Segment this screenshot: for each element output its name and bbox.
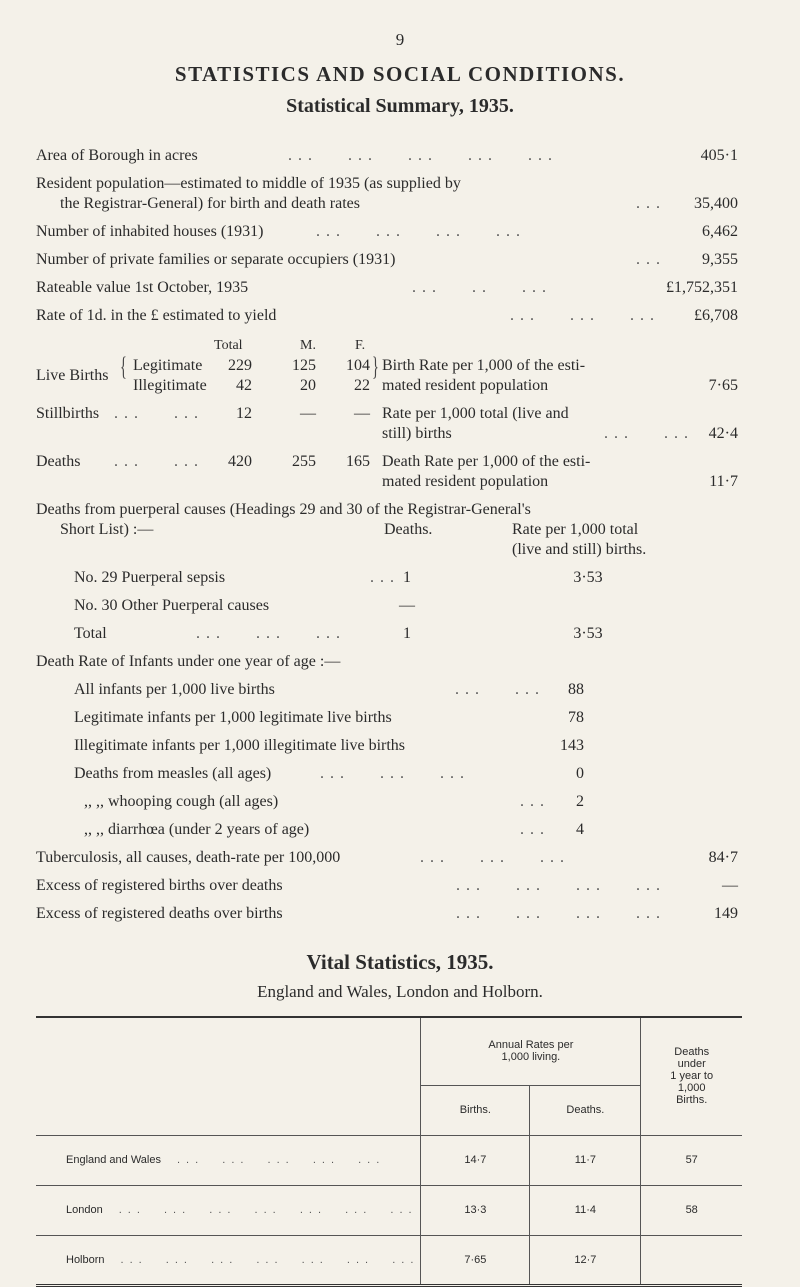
leader-dots: ... ... ... xyxy=(510,307,660,324)
penny-rate-value: £6,708 xyxy=(694,307,738,324)
header-empty-cell xyxy=(36,1017,421,1135)
population-line1: Resident population—estimated to middle of 1935 (as supplied by xyxy=(36,175,461,192)
area-label: Area of Borough in acres xyxy=(36,147,198,164)
page-number: 9 xyxy=(395,30,405,49)
puerperal-row-label: No. 30 Other Puerperal causes xyxy=(74,597,270,614)
row-area-label: Holborn xyxy=(66,1253,105,1266)
leader-dots: ... ... ... ... xyxy=(316,223,526,240)
table-row xyxy=(36,1135,742,1185)
excess-births-label: Excess of registered births over deaths xyxy=(36,877,283,894)
col-total-header: Total xyxy=(214,338,243,353)
still-rate-line2: still) births xyxy=(382,425,452,442)
col-m-header: M. xyxy=(300,338,316,353)
infants-row-value: 88 xyxy=(568,681,584,698)
excess-deaths-label: Excess of registered deaths over births xyxy=(36,905,283,922)
tb-value: 84·7 xyxy=(708,849,738,866)
leader-dots: ... ... ... xyxy=(320,765,470,782)
puerperal-col-rate-line2: (live and still) births. xyxy=(512,541,647,558)
puerperal-row-deaths: 1 xyxy=(403,625,411,642)
birth-rate-line2: mated resident population xyxy=(382,377,549,394)
deaths-label: Deaths xyxy=(36,453,81,470)
rateable-value: £1,752,351 xyxy=(666,279,738,296)
row-infant: 58 xyxy=(641,1185,742,1235)
puerperal-row-rate: 3·53 xyxy=(573,569,603,586)
header-infant xyxy=(641,1017,742,1135)
row-deaths: 11·4 xyxy=(530,1185,641,1235)
row-births: 14·7 xyxy=(421,1135,530,1185)
puerperal-row-deaths: — xyxy=(399,597,415,614)
header-infant-line2: under xyxy=(677,1058,706,1071)
puerperal-row-label: No. 29 Puerperal sepsis xyxy=(74,569,226,586)
table-header-row xyxy=(36,1017,742,1085)
leader-dots: ... ... ... ... ... xyxy=(288,147,558,164)
deaths-total: 420 xyxy=(228,453,252,470)
puerperal-heading-line1: Deaths from puerperal causes (Headings 29 and 30 of the Registrar-General's xyxy=(36,501,531,518)
vital-subtitle: England and Wales, London and Holborn. xyxy=(257,982,543,1001)
puerperal-heading-line2: Short List) :— xyxy=(60,521,154,538)
deaths-f: 165 xyxy=(346,453,370,470)
infants-row-label: ,, ,, diarrhœa (under 2 years of age) xyxy=(84,821,310,838)
table-row xyxy=(36,1235,742,1285)
section-title: Statistical Summary, 1935. xyxy=(286,95,514,117)
tb-label: Tuberculosis, all causes, death-rate per 100,000 xyxy=(36,849,341,866)
row-area: England and Wales ... ... ... ... ... xyxy=(36,1135,421,1185)
infants-row-value: 0 xyxy=(576,765,584,782)
header-rates-line2: 1,000 living. xyxy=(501,1051,561,1064)
header-deaths: Deaths. xyxy=(530,1085,641,1135)
legitimate-m: 125 xyxy=(292,357,316,374)
houses-label: Number of inhabited houses (1931) xyxy=(36,223,264,240)
header-rates-line1: Annual Rates per xyxy=(488,1039,574,1052)
infants-row-value: 143 xyxy=(560,737,584,754)
header-infant-line3: 1 year to xyxy=(670,1070,714,1083)
leader-dots: ... ... ... ... xyxy=(456,877,666,894)
table-row xyxy=(36,1185,742,1235)
area-value: 405·1 xyxy=(700,147,738,164)
row-deaths: 12·7 xyxy=(530,1235,641,1285)
legitimate-f: 104 xyxy=(346,357,370,374)
leader-dots: ... xyxy=(520,793,550,810)
puerperal-col-deaths: Deaths. xyxy=(384,521,433,538)
birth-rate-line1: Birth Rate per 1,000 of the esti- xyxy=(382,357,586,374)
population-line2: the Registrar-General) for birth and death rates xyxy=(60,195,360,212)
families-label: Number of private families or separate occupiers (1931) xyxy=(36,251,396,268)
leader-dots: ... ... xyxy=(455,681,545,698)
header-infant-line4: 1,000 xyxy=(677,1082,706,1095)
illegitimate-total: 42 xyxy=(236,377,252,394)
penny-rate-label: Rate of 1d. in the £ estimated to yield xyxy=(36,307,277,324)
infants-row-label: All infants per 1,000 live births xyxy=(74,681,275,698)
col-f-header: F. xyxy=(355,338,366,353)
right-brace: } xyxy=(372,352,379,381)
excess-births-value: — xyxy=(722,877,738,894)
infants-row-label: Deaths from measles (all ages) xyxy=(74,765,272,782)
row-births: 13·3 xyxy=(421,1185,530,1235)
infants-row-label: Legitimate infants per 1,000 legitimate live births xyxy=(74,709,392,726)
illegitimate-f: 22 xyxy=(354,377,370,394)
header-births: Births. xyxy=(421,1085,530,1135)
row-area-label: London xyxy=(66,1204,103,1216)
stillbirths-total: 12 xyxy=(236,405,252,422)
leader-dots: ... xyxy=(370,569,400,586)
legitimate-label: Legitimate xyxy=(133,357,203,374)
stillbirths-m: — xyxy=(300,405,316,422)
still-rate-line1: Rate per 1,000 total (live and xyxy=(382,405,569,422)
stillbirths-label: Stillbirths xyxy=(36,405,100,422)
population-value: 35,400 xyxy=(694,195,738,212)
still-rate-value: 42·4 xyxy=(708,425,738,442)
vital-statistics-table xyxy=(36,1016,742,1287)
death-rate-value: 11·7 xyxy=(709,473,738,490)
infants-row-value: 2 xyxy=(576,793,584,810)
infants-row-value: 4 xyxy=(576,821,584,838)
live-births-label: Live Births xyxy=(36,367,109,384)
page-title: STATISTICS AND SOCIAL CONDITIONS. xyxy=(174,62,626,86)
infants-row-label: ,, ,, whooping cough (all ages) xyxy=(84,793,279,810)
puerperal-row-rate: 3·53 xyxy=(573,625,603,642)
illegitimate-m: 20 xyxy=(300,377,316,394)
deaths-m: 255 xyxy=(292,453,316,470)
rateable-label: Rateable value 1st October, 1935 xyxy=(36,279,249,296)
legitimate-total: 229 xyxy=(228,357,252,374)
leader-dots: ... ... ... xyxy=(196,625,346,642)
row-infant: 57 xyxy=(641,1135,742,1185)
row-area-label: England and Wales xyxy=(66,1154,161,1166)
puerperal-col-rate-line1: Rate per 1,000 total xyxy=(512,521,639,538)
puerperal-row-deaths: 1 xyxy=(403,569,411,586)
death-rate-line2: mated resident population xyxy=(382,473,549,490)
leader-dots: ... ... ... ... xyxy=(456,905,666,922)
infants-heading: Death Rate of Infants under one year of age :— xyxy=(36,653,341,670)
leader-dots: ... ... xyxy=(114,405,204,422)
infants-row-label: Illegitimate infants per 1,000 illegitimate live births xyxy=(74,737,406,754)
row-infant xyxy=(641,1235,742,1285)
families-value: 9,355 xyxy=(702,251,738,268)
row-births: 7·65 xyxy=(421,1235,530,1285)
leader-dots: ... ... xyxy=(114,453,204,470)
puerperal-row-label: Total xyxy=(74,625,107,642)
leader-dots: ... .. ... xyxy=(412,279,552,296)
houses-value: 6,462 xyxy=(702,223,738,240)
excess-deaths-value: 149 xyxy=(714,905,738,922)
vital-title: Vital Statistics, 1935. xyxy=(306,950,494,974)
leader-dots: ... xyxy=(636,195,666,212)
leader-dots: ... ... xyxy=(604,425,694,442)
leader-dots: ... xyxy=(520,821,550,838)
header-infant-line5: Births. xyxy=(676,1094,708,1107)
header-infant-line1: Deaths xyxy=(674,1046,710,1059)
row-area: Holborn ... ... ... ... ... ... ... xyxy=(36,1235,421,1285)
illegitimate-label: Illegitimate xyxy=(133,377,207,394)
infants-row-value: 78 xyxy=(568,709,584,726)
row-area: London ... ... ... ... ... ... ... xyxy=(36,1185,421,1235)
leader-dots: ... ... ... xyxy=(420,849,570,866)
stillbirths-f: — xyxy=(354,405,370,422)
header-rates xyxy=(421,1017,641,1085)
birth-rate-value: 7·65 xyxy=(708,377,738,394)
left-brace: { xyxy=(120,352,127,381)
death-rate-line1: Death Rate per 1,000 of the esti- xyxy=(382,453,591,470)
leader-dots: ... xyxy=(636,251,666,268)
row-deaths: 11·7 xyxy=(530,1135,641,1185)
